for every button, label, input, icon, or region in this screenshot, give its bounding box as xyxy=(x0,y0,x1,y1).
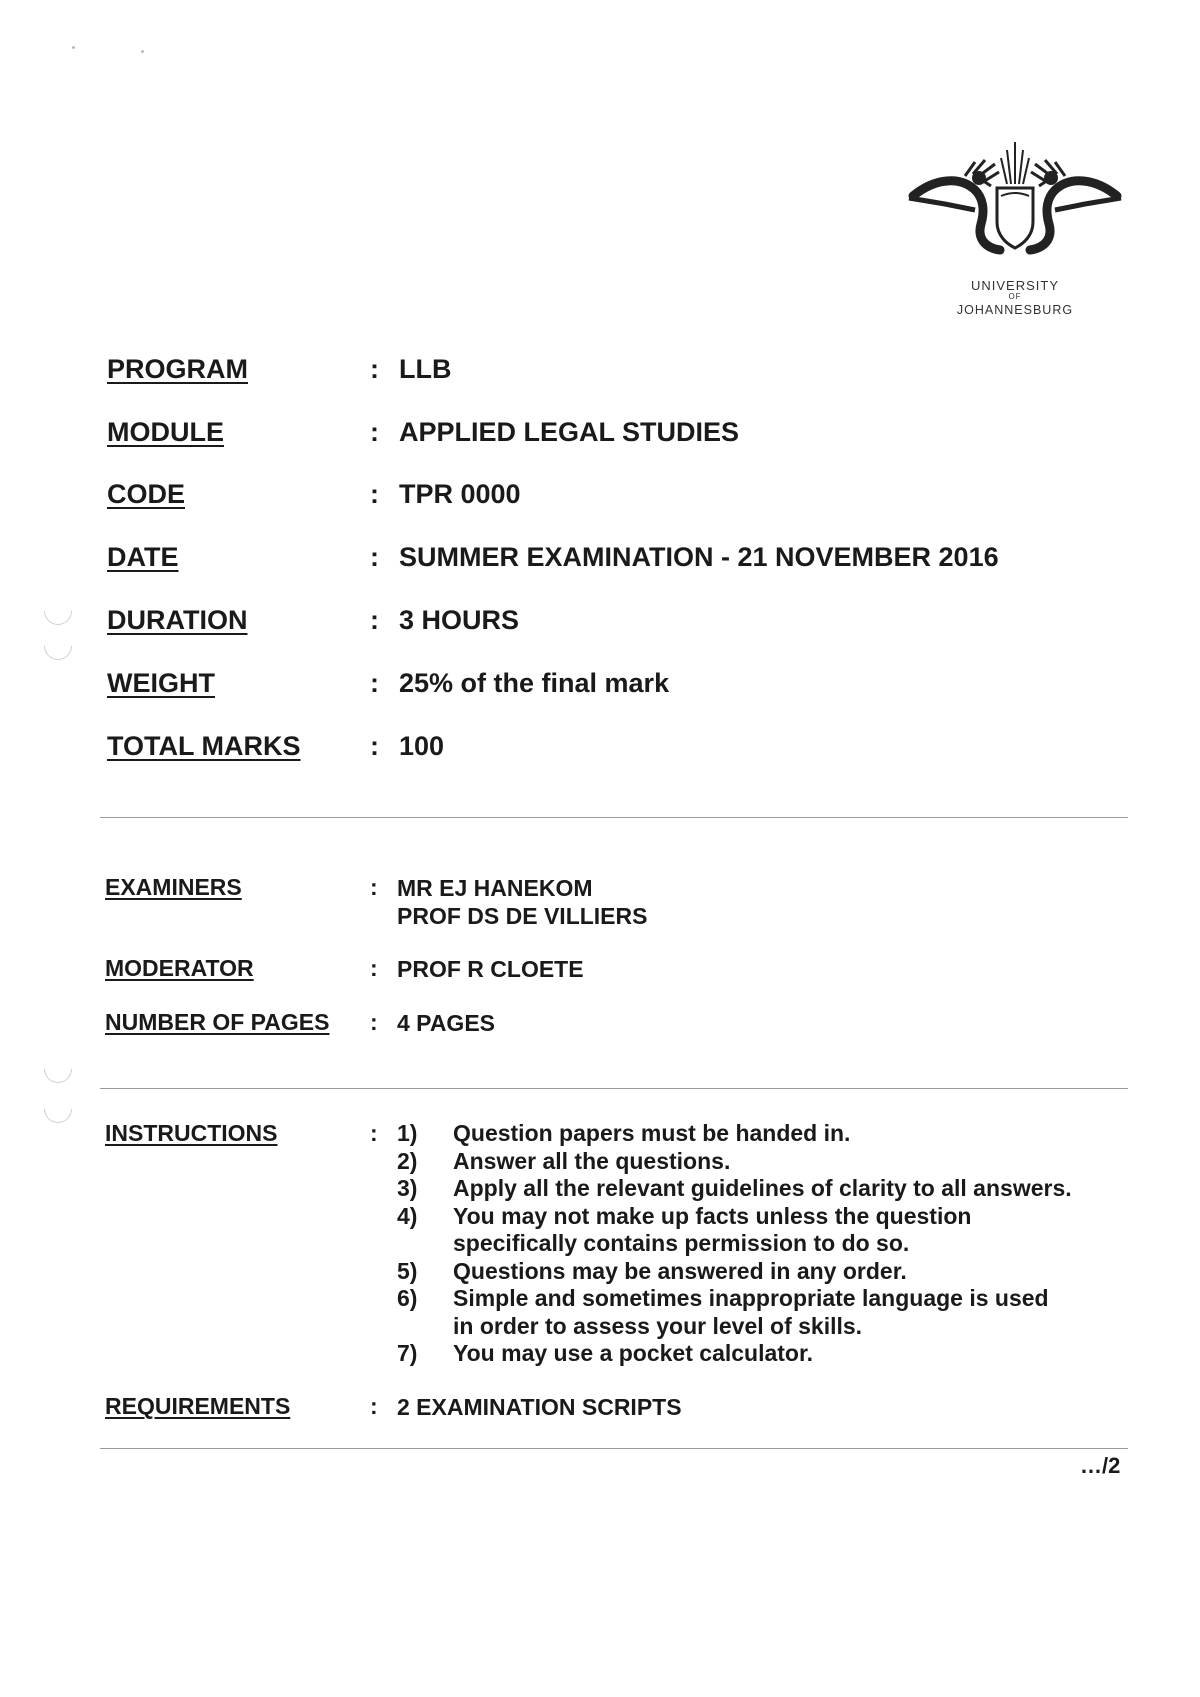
field-label: WEIGHT xyxy=(107,668,215,698)
instruction-item xyxy=(397,1175,1117,1203)
instruction-item xyxy=(397,1203,1053,1258)
instruction-number: 1) xyxy=(397,1120,418,1146)
field-colon: : xyxy=(370,605,379,635)
field-colon: : xyxy=(370,668,379,698)
instruction-text: Question papers must be handed in. xyxy=(453,1120,851,1146)
instruction-number: 5) xyxy=(397,1257,418,1284)
field-value: 3 HOURS xyxy=(399,605,520,635)
punch-hole-mark xyxy=(38,591,78,631)
university-emblem-icon xyxy=(905,138,1125,268)
instruction-number: 7) xyxy=(397,1340,418,1366)
field-colon: : xyxy=(370,1393,378,1419)
examiner-name: MR EJ HANEKOM xyxy=(397,875,593,901)
field-label: DATE xyxy=(107,542,179,572)
instruction-text: Answer all the questions. xyxy=(453,1147,731,1174)
punch-hole-mark xyxy=(38,1049,78,1089)
page-continuation-marker: …/2 xyxy=(1080,1453,1121,1478)
instruction-number: 4) xyxy=(397,1202,418,1229)
scan-speck xyxy=(141,50,144,53)
field-label: TOTAL MARKS xyxy=(107,731,301,761)
instruction-text: Apply all the relevant guidelines of clarity to all answers. xyxy=(453,1175,1072,1201)
instruction-number: 3) xyxy=(397,1175,418,1201)
field-colon: : xyxy=(370,731,379,761)
divider-rule xyxy=(100,1088,1128,1089)
field-colon: : xyxy=(370,1120,378,1146)
field-value xyxy=(397,874,647,930)
divider-rule xyxy=(100,817,1128,818)
logo-text-of: OF xyxy=(1008,292,1022,301)
university-logo xyxy=(905,138,1125,324)
field-value: TPR 0000 xyxy=(399,479,521,509)
divider-rule xyxy=(100,1448,1128,1449)
instruction-text: Questions may be answered in any order. xyxy=(453,1257,907,1284)
field-colon: : xyxy=(370,1009,378,1035)
field-label: PROGRAM xyxy=(107,354,248,384)
instruction-item xyxy=(397,1148,1117,1176)
instruction-item xyxy=(397,1285,1073,1340)
instruction-item xyxy=(397,1340,1117,1368)
instructions-list xyxy=(397,1120,1117,1368)
field-colon: : xyxy=(370,955,378,981)
field-value: LLB xyxy=(399,354,452,384)
field-label: EXAMINERS xyxy=(105,874,242,900)
field-colon: : xyxy=(370,874,378,900)
instruction-number: 6) xyxy=(397,1285,418,1311)
scan-speck xyxy=(72,46,75,49)
field-value: 2 EXAMINATION SCRIPTS xyxy=(397,1394,682,1420)
field-label: MODULE xyxy=(107,417,224,447)
instruction-item xyxy=(397,1120,1117,1148)
field-colon: : xyxy=(370,542,379,572)
field-label: MODERATOR xyxy=(105,955,254,981)
field-label: CODE xyxy=(107,479,186,509)
field-value: APPLIED LEGAL STUDIES xyxy=(399,417,740,447)
field-value: 25% of the final mark xyxy=(399,668,670,698)
field-label: DURATION xyxy=(107,605,248,635)
instruction-item xyxy=(397,1258,1117,1286)
instruction-text: Simple and sometimes inappropriate language is used in order to assess your level of skills. xyxy=(453,1285,1049,1339)
field-value: 4 PAGES xyxy=(397,1010,495,1036)
field-colon: : xyxy=(370,417,379,447)
logo-text-johannesburg: JOHANNESBURG xyxy=(956,303,1074,317)
instruction-text: You may use a pocket calculator. xyxy=(453,1340,814,1366)
field-colon: : xyxy=(370,354,379,384)
logo-text-university: UNIVERSITY xyxy=(970,278,1059,293)
examiner-name: PROF DS DE VILLIERS xyxy=(397,903,648,929)
instruction-number: 2) xyxy=(397,1147,418,1174)
punch-hole-mark xyxy=(38,626,78,666)
field-label: INSTRUCTIONS xyxy=(105,1120,278,1146)
instruction-text: You may not make up facts unless the question specifically contains permission to do so. xyxy=(453,1202,972,1256)
field-label: REQUIREMENTS xyxy=(105,1393,291,1419)
field-value: SUMMER EXAMINATION - 21 NOVEMBER 2016 xyxy=(399,542,999,572)
field-value: PROF R CLOETE xyxy=(397,956,584,982)
punch-hole-mark xyxy=(38,1089,78,1129)
field-value: 100 xyxy=(399,731,445,761)
field-colon: : xyxy=(370,479,379,509)
field-label: NUMBER OF PAGES xyxy=(105,1009,330,1035)
